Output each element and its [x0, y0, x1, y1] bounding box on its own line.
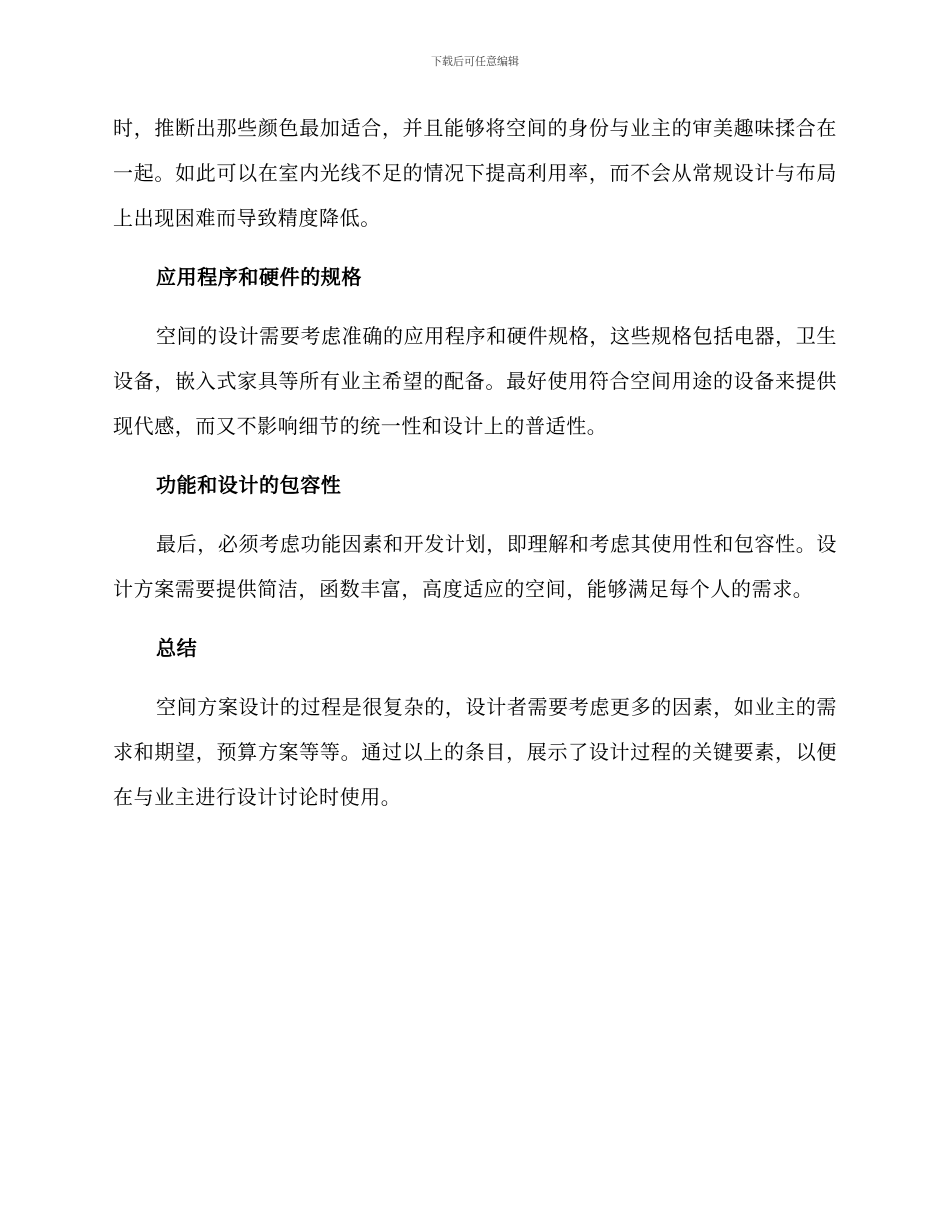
page-header: 下载后可任意编辑 — [431, 55, 519, 68]
document-body — [113, 106, 837, 834]
paragraph-continuation: 时，推断出那些颜色最加适合，并且能够将空间的身份与业主的审美趣味揉合在一起。如此可以在室内光线不足的情况下提高利用率，而不会从常规设计与布局上出现困难而导致精度降低。 — [113, 116, 837, 230]
paragraph-summary: 空间方案设计的过程是很复杂的，设计者需要考虑更多的因素，如业主的需求和期望，预算方案等等。通过以上的条目，展示了设计过程的关键要素，以便在与业主进行设计讨论时使用。 — [113, 695, 837, 809]
section-heading-summary: 总结 — [156, 636, 198, 660]
section-heading-specs: 应用程序和硬件的规格 — [156, 265, 362, 289]
paragraph-specs: 空间的设计需要考虑准确的应用程序和硬件规格，这些规格包括电器，卫生设备，嵌入式家具等所有业主希望的配备。最好使用符合空间用途的设备来提供现代感，而又不影响细节的统一性和设计上的普适性。 — [113, 324, 837, 438]
paragraph-inclusivity: 最后，必须考虑功能因素和开发计划，即理解和考虑其使用性和包容性。设计方案需要提供简洁，函数丰富，高度适应的空间，能够满足每个人的需求。 — [113, 532, 837, 601]
section-heading-inclusivity: 功能和设计的包容性 — [156, 473, 342, 497]
